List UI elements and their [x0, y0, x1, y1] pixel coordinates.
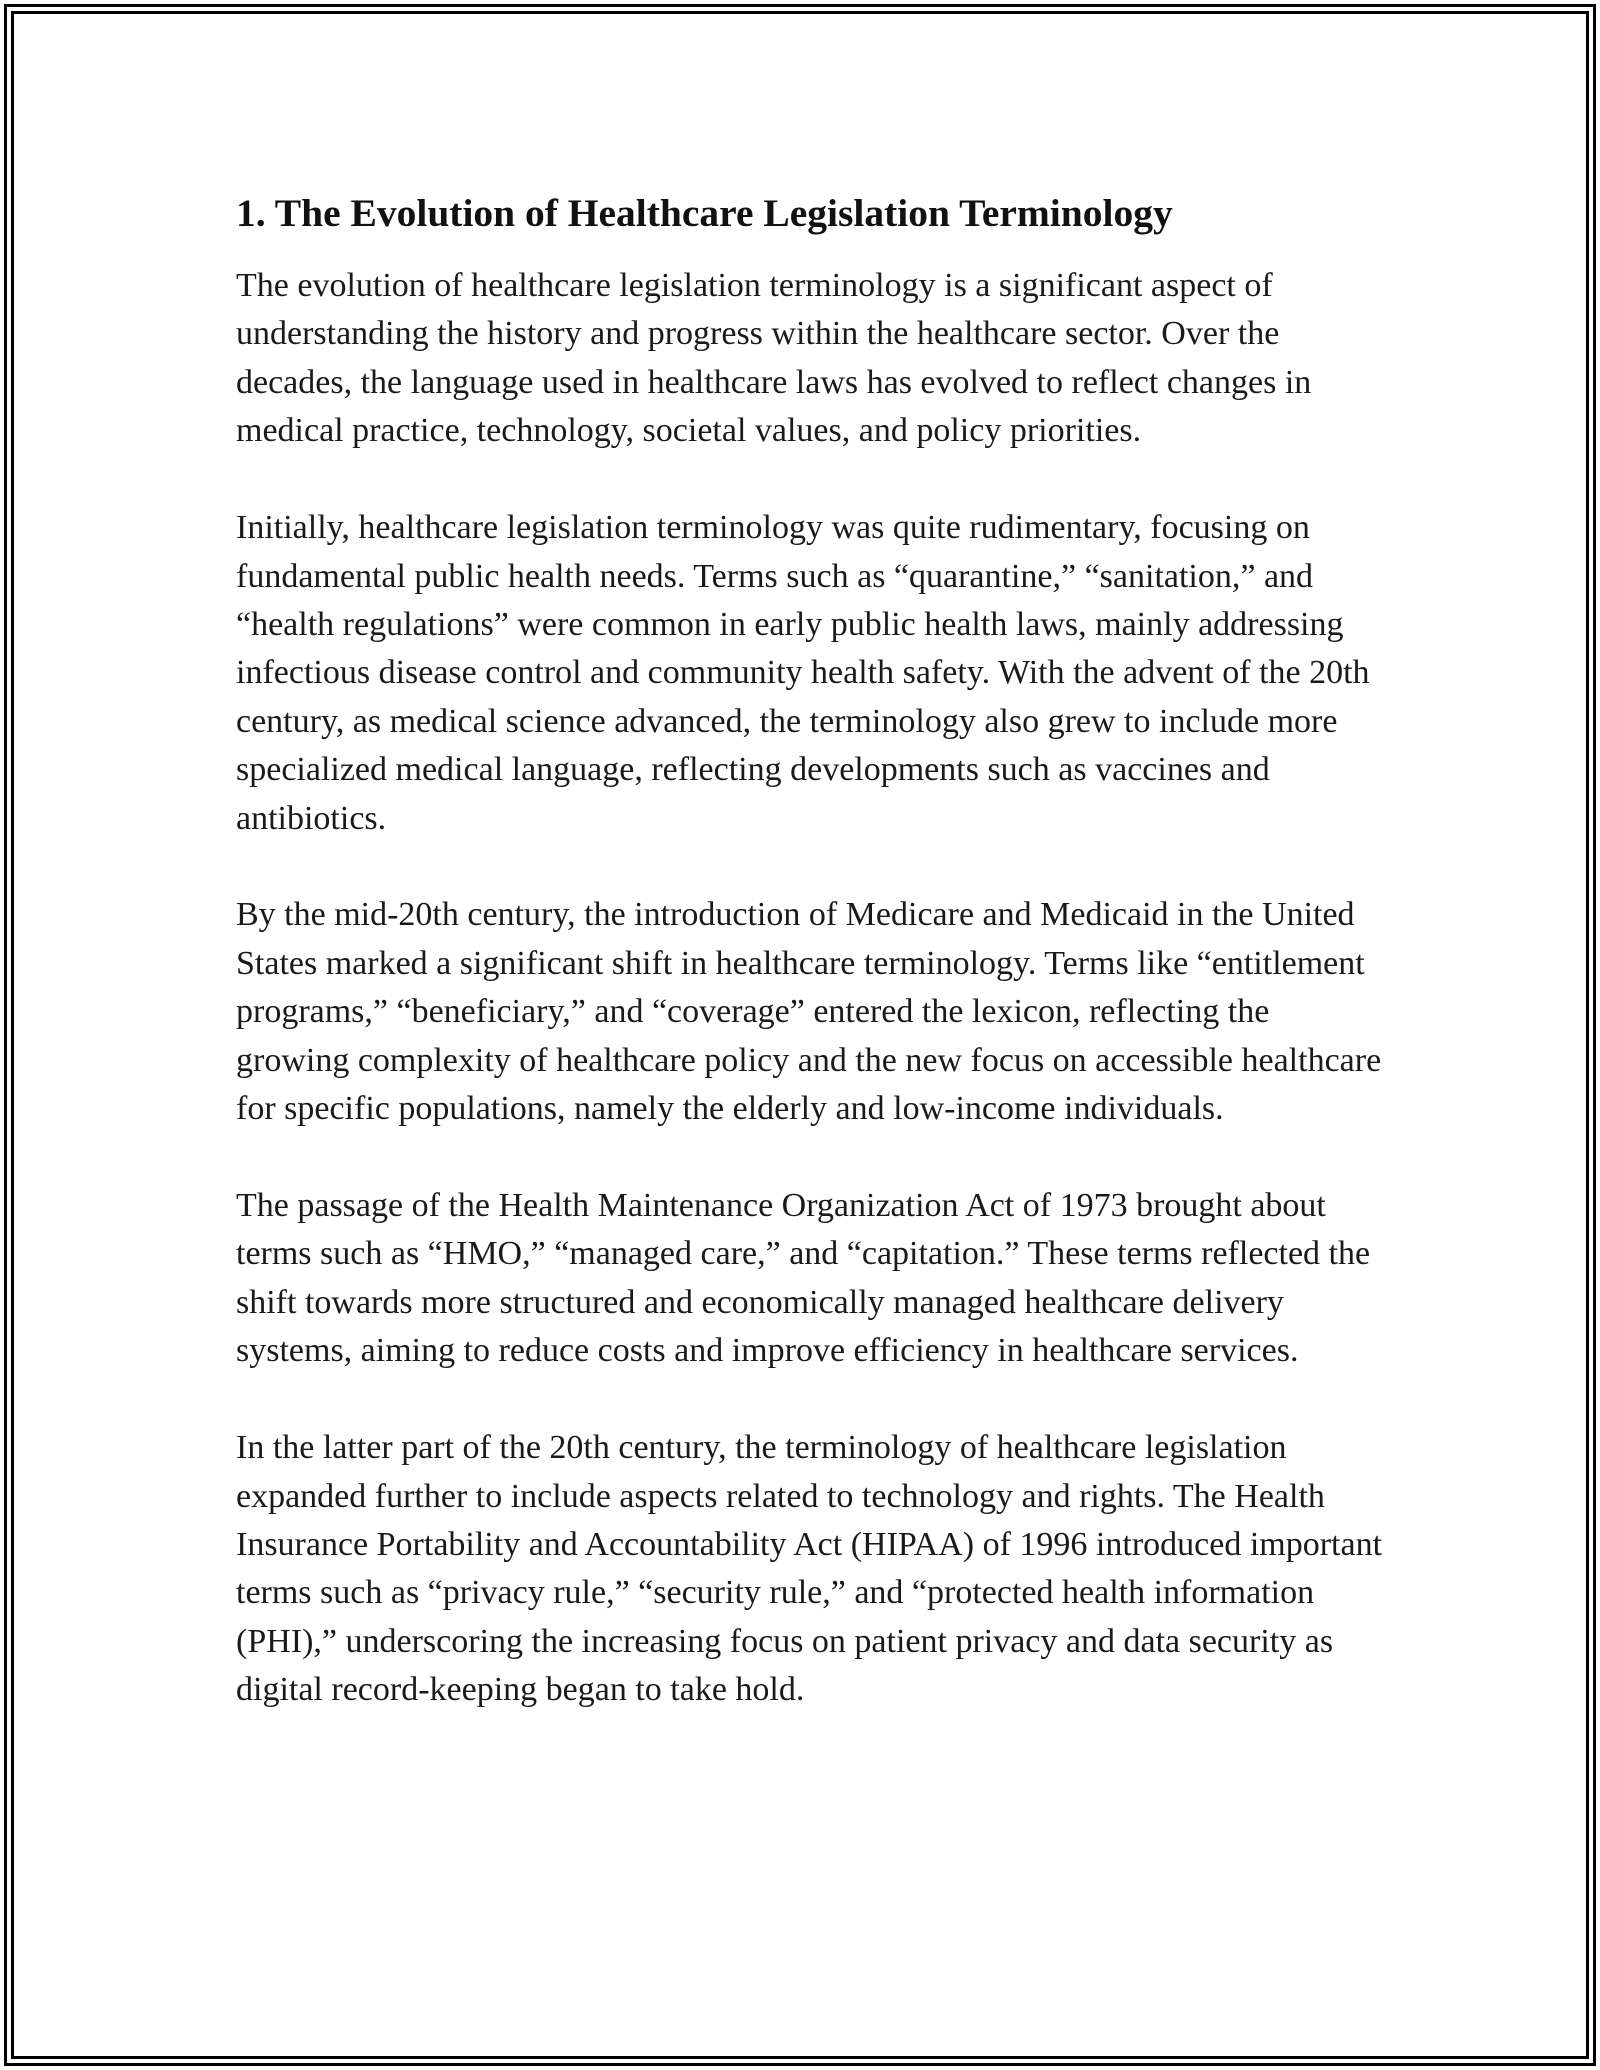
paragraph-medicare-medicaid: By the mid-20th century, the introduction of Medicare and Medicaid in the United States marked a significant shift in healthcare terminology. Terms like “entitlement programs,” “beneficiary,” and “coverage” entered the lexicon, reflecting the growing complexity of healthcare policy and the new focus on accessible healthcare for specific populations, namely the elderly and low-income individuals. [236, 896, 1382, 1128]
paragraph-hipaa: In the latter part of the 20th century, the terminology of healthcare legislation expanded further to include aspects related to technology and rights. The Health Insurance Portability and Accountability Act (HIPAA) of 1996 introduced important terms such as “privacy rule,” “security rule,” and “protected health information (PHI),” underscoring the increasing focus on patient privacy and data security as digital record-keeping began to take hold. [236, 1429, 1383, 1709]
paragraph-intro: The evolution of healthcare legislation terminology is a significant aspect of understanding the history and progress within the healthcare sector. Over the decades, the language used in healthcare laws has evolved to reflect changes in medical practice, technology, societal values, and policy priorities. [236, 267, 1312, 450]
paragraph-hmo-act: The passage of the Health Maintenance Organization Act of 1973 brought about terms such as “HMO,” “managed care,” and “capitation.” These terms reflected the shift towards more structured and economically managed healthcare delivery systems, aiming to reduce costs and improve efficiency in healthcare services. [236, 1187, 1371, 1370]
document-body [236, 186, 1386, 1715]
paragraph-early-terminology: Initially, healthcare legislation terminology was quite rudimentary, focusing on fundamental public health needs. Terms such as “quarantine,” “sanitation,” and “health regulations” were common in early public health laws, mainly addressing infectious disease control and community health safety. With the advent of the 20th century, as medical science advanced, the terminology also grew to include more specialized medical language, reflecting developments such as vaccines and antibiotics. [236, 509, 1370, 837]
section-heading: 1. The Evolution of Healthcare Legislation Terminology [236, 191, 1173, 235]
